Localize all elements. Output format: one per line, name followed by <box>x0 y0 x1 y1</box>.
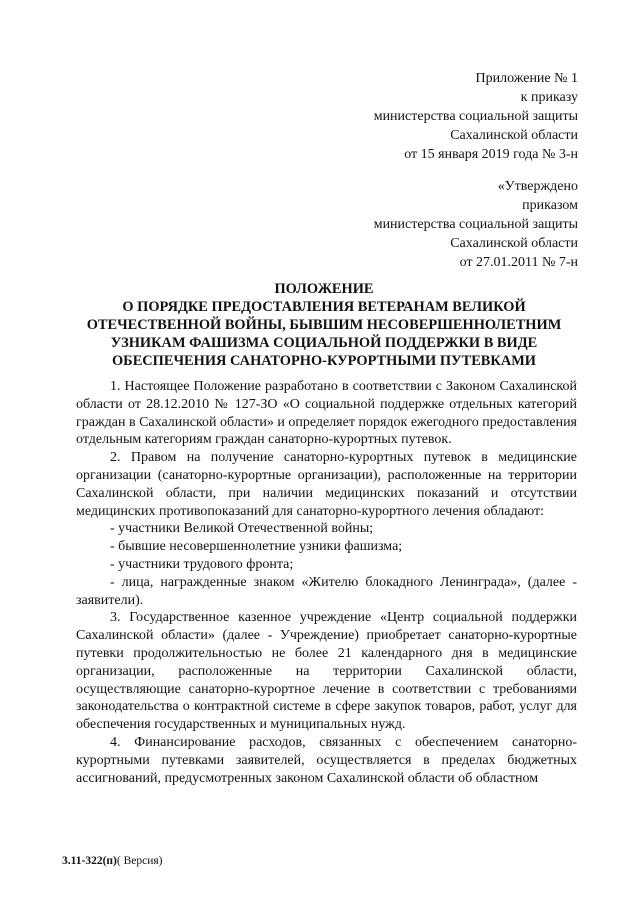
appendix-line: министерства социальной защиты <box>373 109 578 124</box>
appendix-line: Сахалинской области <box>450 128 578 143</box>
title-line: ОБЕСПЕЧЕНИЯ САНАТОРНО-КУРОРТНЫМИ ПУТЕВКАМИ <box>111 353 536 369</box>
approved-line: приказом <box>522 198 578 213</box>
document-title <box>64 280 584 370</box>
title-line: ПОЛОЖЕНИЕ <box>274 281 374 297</box>
paragraph-1: 1. Настоящее Положение разработано в соответствии с Законом Сахалинской области от 28.12.2010 № 127-ЗО «О социальной поддержке отдельных категорий граждан в Сахалинской области» и определяет порядок ежегодного предоставления отдельным категориям граждан санаторно-курортных путевок. <box>76 379 577 448</box>
approved-line: министерства социальной защиты <box>373 217 578 232</box>
appendix-line: к приказу <box>520 90 578 105</box>
appendix-line: от 15 января 2019 года № 3-н <box>404 147 578 162</box>
approved-line: Сахалинской области <box>450 236 578 251</box>
paragraph-4: 4. Финансирование расходов, связанных с обеспечением санаторно-курортными путевками заявителей, осуществляется в пределах бюджетных ассигнований, предусмотренных законом Сахалинской области об областном <box>76 734 577 786</box>
approved-line: «Утверждено <box>497 179 578 194</box>
appendix-line: Приложение № 1 <box>475 71 578 86</box>
document-body <box>76 378 577 787</box>
list-item: - участники трудового фронта; <box>110 556 294 572</box>
list-item: - лица, награжденные знаком «Жителю блокадного Ленинграда», (далее - заявители). <box>76 574 577 608</box>
paragraph-3: 3. Государственное казенное учреждение «Центр социальной поддержки Сахалинской области» (далее - Учреждение) приобретает санаторно-курортные путевки продолжительностью не более 21 календарного дня в медицинские организации, расположенные на территории Сахалинской области, осуществляющие санаторно-курортное лечение в соответствии с требованиями законодательства о контрактной системе в сфере закупок товаров, работ, услуг для обеспечения государственных и муниципальных нужд. <box>76 610 577 733</box>
list-item: - бывшие несовершеннолетние узники фашизма; <box>110 539 403 555</box>
footer-version: ( Версия) <box>116 855 163 867</box>
document-footer <box>62 855 162 867</box>
list-item: - участники Великой Отечественной войны; <box>110 521 374 537</box>
approved-line: от 27.01.2011 № 7-н <box>459 255 578 270</box>
approved-header <box>374 177 578 272</box>
appendix-header <box>374 69 578 164</box>
title-line: О ПОРЯДКЕ ПРЕДОСТАВЛЕНИЯ ВЕТЕРАНАМ ВЕЛИКОЙ <box>122 299 526 315</box>
title-line: УЗНИКАМ ФАШИЗМА СОЦИАЛЬНОЙ ПОДДЕРЖКИ В ВИДЕ <box>110 335 538 351</box>
paragraph-2: 2. Правом на получение санаторно-курортных путевок в медицинские организации (санаторно-курортные организации), расположенные на территории Сахалинской области, при наличии медицинских показаний и отсутствии медицинских противопоказаний для санаторно-курортного лечения обладают: <box>76 450 577 519</box>
title-line: ОТЕЧЕСТВЕННОЙ ВОЙНЫ, БЫВШИМ НЕСОВЕРШЕННОЛЕТНИМ <box>86 317 562 333</box>
footer-code: 3.11-322(п) <box>62 855 117 867</box>
